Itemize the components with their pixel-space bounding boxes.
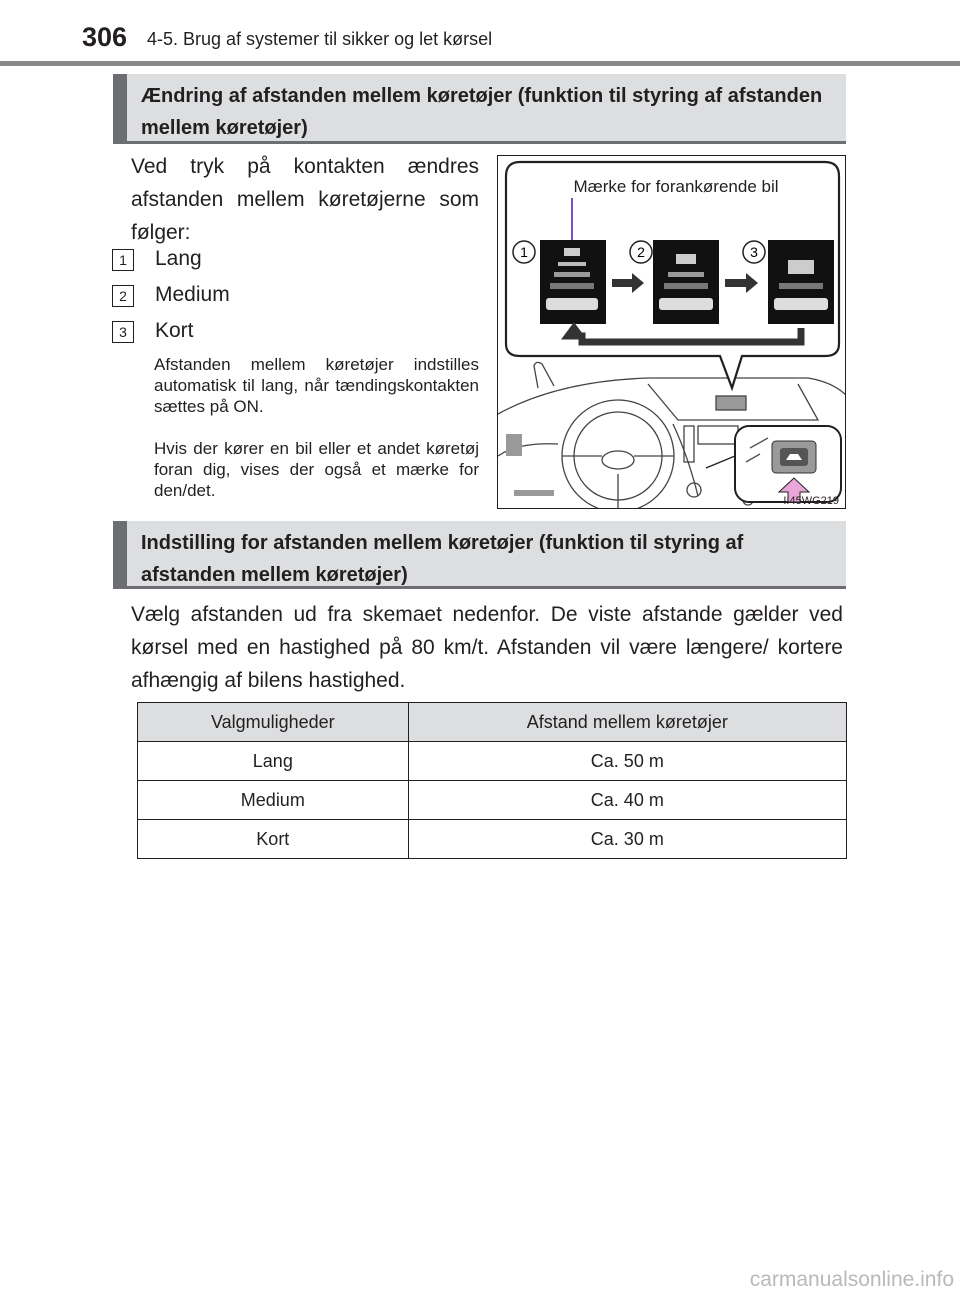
figure-illustration bbox=[498, 156, 846, 509]
option-number: 1 bbox=[112, 249, 134, 271]
section-heading-change-distance: Ændring af afstanden mellem køretøjer (funktion til styring af afstanden mellem køretøjer) bbox=[113, 74, 846, 144]
option-label: Kort bbox=[155, 319, 194, 342]
table-cell: Ca. 30 m bbox=[408, 820, 846, 859]
header-rule bbox=[0, 61, 960, 66]
display-panel-long bbox=[540, 240, 606, 324]
intro-text: Ved tryk på kontakten ændres afstanden mellem køretøjerne som følger: bbox=[131, 155, 479, 244]
table-cell: Medium bbox=[138, 781, 409, 820]
distance-switch-icon bbox=[772, 441, 816, 473]
step-circle-3 bbox=[743, 241, 765, 263]
table-cell: Ca. 40 m bbox=[408, 781, 846, 820]
option-number: 2 bbox=[112, 285, 134, 307]
option-number: 3 bbox=[112, 321, 134, 343]
display-panel-short bbox=[768, 240, 834, 324]
switch-leader bbox=[706, 456, 735, 468]
chapter-title: 4-5. Brug af systemer til sikker og let kørsel bbox=[147, 29, 493, 49]
table-header-cell: Afstand mellem køretøjer bbox=[408, 703, 846, 742]
body-text: Vælg afstanden ud fra skemaet nedenfor. De viste afstande gælder ved kørsel med en hastighed på 80 km/t. Afstanden vil være længere/ kortere afhængig af bilens hastighed. bbox=[131, 603, 843, 692]
note-vehicle-ahead: Hvis der kører en bil eller et andet køretøj foran dig, vises der også et mærke for den/det. bbox=[154, 439, 479, 500]
table-cell: Lang bbox=[138, 742, 409, 781]
table-cell: Ca. 50 m bbox=[408, 742, 846, 781]
section-heading-distance-setting: Indstilling for afstanden mellem køretøjer (funktion til styring af afstanden mellem køretøjer) bbox=[113, 521, 846, 589]
watermark: carmanualsonline.info bbox=[749, 1268, 954, 1291]
svg-text:3: 3 bbox=[750, 244, 758, 260]
svg-text:2: 2 bbox=[637, 244, 645, 260]
table-header-row bbox=[138, 703, 847, 742]
distance-table bbox=[137, 702, 847, 859]
svg-text:1: 1 bbox=[520, 244, 528, 260]
step-circle-1 bbox=[513, 241, 535, 263]
table-row bbox=[138, 742, 847, 781]
option-label: Lang bbox=[155, 247, 202, 270]
note-auto-long: Afstanden mellem køretøjer indstilles automatisk til lang, når tændingskontakten sættes på ON. bbox=[154, 355, 479, 416]
table-row bbox=[138, 781, 847, 820]
distance-switch-figure bbox=[497, 155, 846, 509]
option-label: Medium bbox=[155, 283, 230, 306]
table-cell: Kort bbox=[138, 820, 409, 859]
display-panel-medium bbox=[653, 240, 719, 324]
page-number: 306 bbox=[82, 22, 128, 52]
figure-code: II45WG219 bbox=[783, 495, 839, 507]
table-header-cell: Valgmuligheder bbox=[138, 703, 409, 742]
callout-label: Mærke for forankørende bil bbox=[573, 177, 779, 196]
table-row bbox=[138, 820, 847, 859]
step-circle-2 bbox=[630, 241, 652, 263]
